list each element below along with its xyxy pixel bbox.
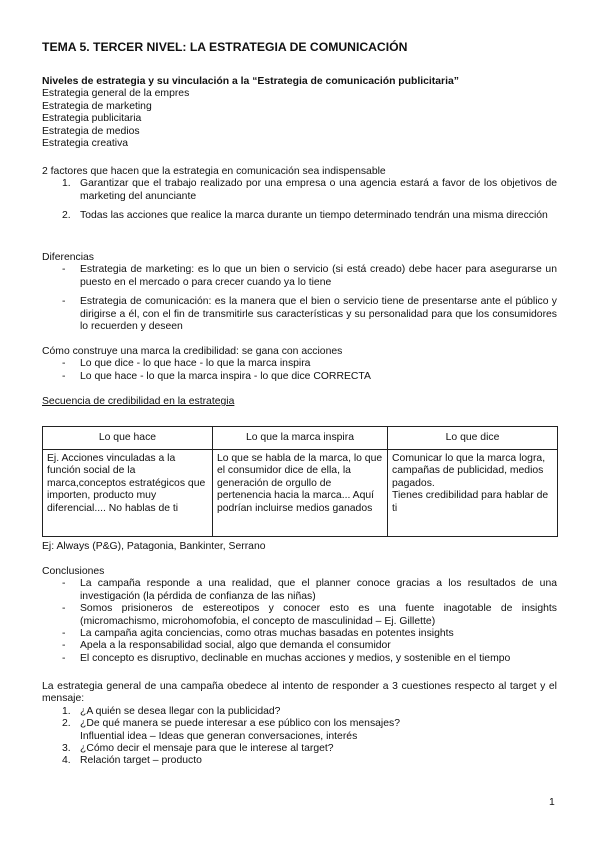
dash-bullet: - bbox=[62, 628, 66, 640]
table-header-row bbox=[43, 427, 558, 450]
list-item bbox=[42, 706, 557, 718]
table-cell: Ej. Acciones vinculadas a la función social de la marca,conceptos estratégicos que importen, producto muy diferencial.... No hablas de ti bbox=[43, 450, 213, 537]
list-text: Lo que dice - lo que hace - lo que la marca inspira bbox=[80, 358, 311, 370]
dash-bullet: - bbox=[62, 652, 66, 664]
column-header: Lo que la marca inspira bbox=[212, 427, 387, 450]
list-item bbox=[42, 210, 557, 222]
list-text: ¿A quién se desea llegar con la publicidad? bbox=[80, 705, 281, 717]
dash-bullet: - bbox=[62, 603, 66, 615]
dash-bullet: - bbox=[62, 358, 66, 370]
conclusiones-section bbox=[42, 566, 557, 665]
list-text: Lo que hace - lo que la marca inspira - lo que dice CORRECTA bbox=[80, 370, 371, 382]
list-item: Estrategia de medios bbox=[42, 125, 140, 137]
list-text: Relación target – producto bbox=[80, 755, 202, 767]
list-item bbox=[42, 358, 557, 370]
page-title: TEMA 5. TERCER NIVEL: LA ESTRATEGIA DE COMUNICACIÓN bbox=[42, 40, 408, 54]
list-item bbox=[42, 718, 557, 743]
section-heading: Diferencias bbox=[42, 252, 94, 263]
section-intro: La estrategia general de una campaña obedece al intento de responder a 3 cuestiones respecto al target y el mensaje: bbox=[42, 681, 557, 705]
list-number: 1. bbox=[62, 705, 71, 717]
niveles-section bbox=[42, 76, 557, 150]
list-text: Somos prisioneros de estereotipos y conocer esto es una fuente inagotable de insights (micromachismo, microhomofobia, el concepto de masculinidad – Ej. Gillette) bbox=[80, 603, 557, 627]
list-item bbox=[42, 640, 557, 652]
list-text: ¿Cómo decir el mensaje para que le interese al target? bbox=[80, 743, 334, 755]
factores-section bbox=[42, 166, 557, 223]
list-item bbox=[42, 296, 557, 333]
list-number: 2. bbox=[62, 718, 71, 730]
list-text: El concepto es disruptivo, declinable en muchas acciones y medios, y sostenible en el tiempo bbox=[80, 652, 511, 664]
list-item: Estrategia publicitaria bbox=[42, 113, 142, 125]
list-number: 2. bbox=[62, 210, 71, 222]
dash-bullet: - bbox=[62, 370, 66, 382]
list-text: ¿De qué manera se puede interesar a ese público con los mensajes? bbox=[80, 718, 400, 730]
dash-bullet: - bbox=[62, 578, 66, 590]
column-header: Lo que dice bbox=[388, 427, 558, 450]
section-heading: Conclusiones bbox=[42, 566, 105, 577]
column-header: Lo que hace bbox=[43, 427, 213, 450]
list-item bbox=[42, 178, 557, 203]
list-item: Estrategia general de la empres bbox=[42, 88, 190, 100]
list-item: Estrategia creativa bbox=[42, 138, 129, 150]
table-row bbox=[43, 450, 558, 537]
list-number: 4. bbox=[62, 755, 71, 767]
list-text: Todas las acciones que realice la marca durante un tiempo determinado tendrán una misma dirección bbox=[80, 210, 548, 222]
list-text: La campaña responde a una realidad, que el planner conoce gracias a los resultados de una investigación (la pérdida de confianza de las niñas) bbox=[80, 578, 557, 602]
list-text: Estrategia de comunicación: es la manera que el bien o servicio tiene de presentarse ante el público y dirigirse a él, con el fin de transmitirle sus características y su personalidad para que los consumidores lo recuerden y deseen bbox=[80, 296, 557, 333]
list-number: 3. bbox=[62, 743, 71, 755]
list-item bbox=[42, 755, 557, 767]
list-item bbox=[42, 264, 557, 289]
list-subtext: Influential idea – Ideas que generan conversaciones, interés bbox=[80, 730, 358, 742]
list-number: 1. bbox=[62, 178, 71, 190]
table-cell: Lo que se habla de la marca, lo que el consumidor dice de ella, la generación de orgullo de pertenencia hacia la marca... Aquí podrían incluirse medios ganados bbox=[212, 450, 387, 537]
secuencia-heading: Secuencia de credibilidad en la estrategia bbox=[42, 396, 235, 407]
list-item bbox=[42, 371, 557, 383]
dash-bullet: - bbox=[62, 264, 66, 276]
list-text: Apela a la responsabilidad social, algo que demanda el consumidor bbox=[80, 640, 391, 652]
list-text: Garantizar que el trabajo realizado por una empresa o una agencia estará a favor de los objetivos de marketing del anunciante bbox=[80, 178, 557, 202]
general-section bbox=[42, 681, 557, 768]
credibility-table bbox=[42, 426, 558, 537]
list-item bbox=[42, 653, 557, 665]
section-intro: 2 factores que hacen que la estrategia en comunicación sea indispensable bbox=[42, 166, 386, 177]
list-text: Estrategia de marketing: es lo que un bien o servicio (si está creado) debe hacer para asegurarse un puesto en el mercado o para crecer cuando ya lo tiene bbox=[80, 264, 557, 288]
examples-text: Ej: Always (P&G), Patagonia, Bankinter, Serrano bbox=[42, 541, 266, 552]
list-item bbox=[42, 628, 557, 640]
diferencias-section bbox=[42, 252, 557, 333]
dash-bullet: - bbox=[62, 640, 66, 652]
list-item: Estrategia de marketing bbox=[42, 100, 152, 112]
list-item bbox=[42, 603, 557, 628]
list-item bbox=[42, 743, 557, 755]
dash-bullet: - bbox=[62, 296, 66, 308]
list-text: La campaña agita conciencias, como otras muchas basadas en potentes insights bbox=[80, 628, 454, 640]
credibilidad-section bbox=[42, 346, 557, 383]
page-number: 1 bbox=[549, 797, 555, 808]
section-heading: Niveles de estrategia y su vinculación a la “Estrategia de comunicación publicitaria” bbox=[42, 76, 459, 87]
table-cell: Comunicar lo que la marca logra, campañas de publicidad, medios pagados. Tienes credibilidad para hablar de ti bbox=[388, 450, 558, 537]
list-item bbox=[42, 578, 557, 603]
section-heading: Cómo construye una marca la credibilidad: se gana con acciones bbox=[42, 346, 343, 357]
